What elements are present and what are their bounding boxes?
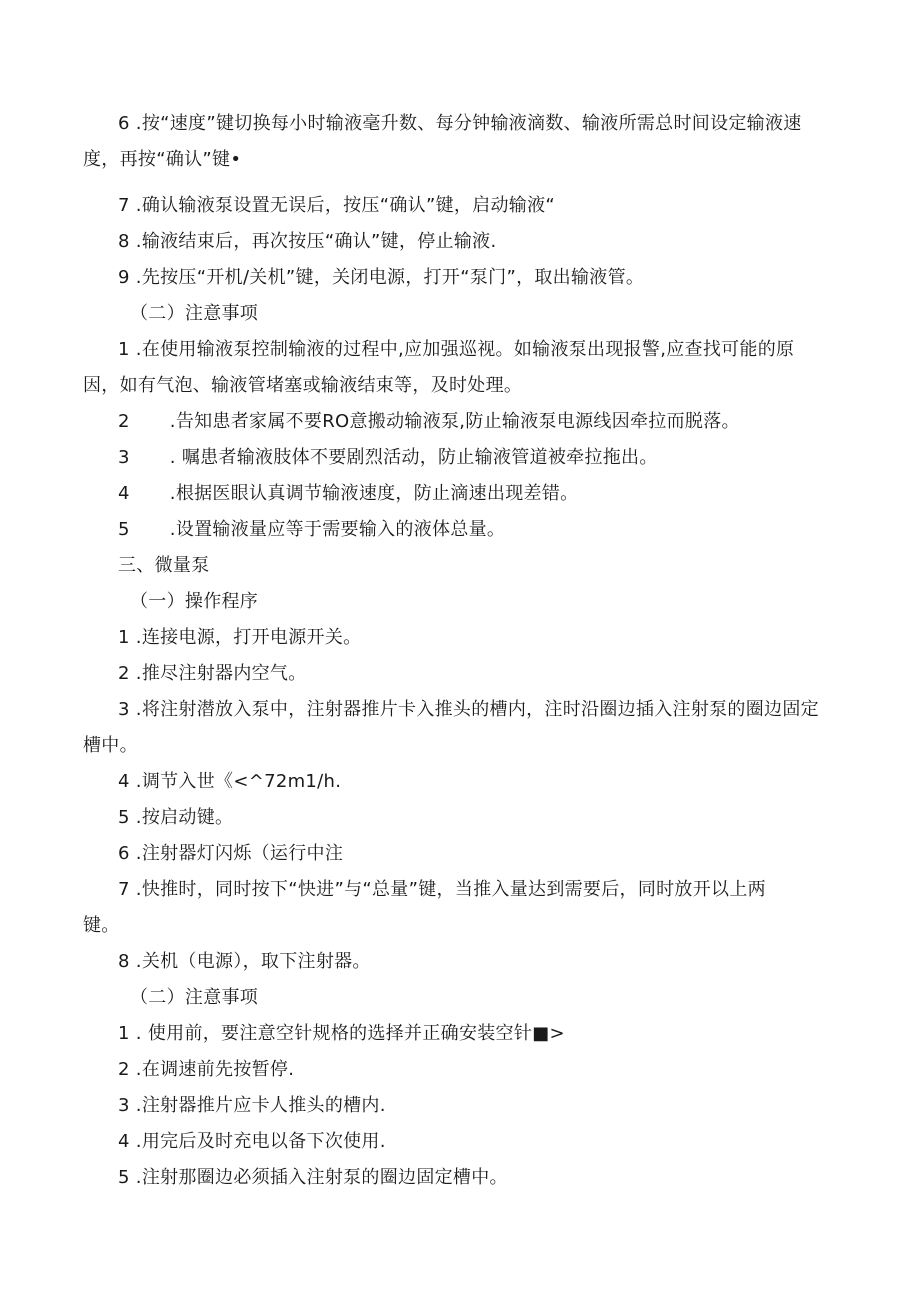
step-text: .推尽注射器内空气。 [135,663,307,684]
step-number: 9 [118,267,130,288]
note-number: 2 [118,1059,130,1080]
note-text: .在调速前先按暂停. [135,1059,295,1080]
micro-step-7 [118,878,766,902]
micro-step-4 [118,770,341,794]
micro-notes-heading: （二）注意事项 [130,987,259,1008]
micro-step-8 [118,950,371,974]
step-number: 3 [118,699,130,720]
pump-note-2 [118,410,740,434]
note-text: . 使用前，要注意空针规格的选择并正确安装空针■> [135,1023,565,1044]
micro-step-1 [118,626,361,650]
note-text: . 嘱患者输液肢体不要剧烈活动，防止输液管道被牵拉拖出。 [169,447,658,468]
step-text: .注射器灯闪烁（运行中注 [135,843,344,864]
pump-step-9 [118,266,644,290]
step-text: .调节入世《<^72m1∕h. [135,771,342,792]
note-text: .在使用输液泵控制输液的过程中,应加强巡视。如输液泵出现报警,应查找可能的原 [135,339,795,360]
pump-note-5 [118,518,505,542]
micro-pump-heading: 三、微量泵 [118,555,210,576]
note-text: .告知患者家属不要RO意搬动输液泵,防止输液泵电源线因牵拉而脱落。 [169,411,740,432]
step-text: .按“速度”键切换每小时输液毫升数、每分钟输液滴数、输液所需总时间设定输液速 [135,113,802,134]
note-number: 3 [118,1095,130,1116]
micro-step-6 [118,842,343,866]
note-text: .设置输液量应等于需要输入的液体总量。 [169,519,506,540]
micro-step-3-continuation: 槽中。 [83,735,138,756]
note-number: 1 [118,1023,130,1044]
step-text: .确认输液泵设置无误后，按压“确认”键，启动输液“ [135,195,555,216]
micro-step-7-continuation: 键。 [83,915,120,936]
pump-note-1 [118,338,794,362]
note-text: .根据医眼认真调节输液速度，防止滴速出现差错。 [169,483,579,504]
step-text: .连接电源，打开电源开关。 [135,627,362,648]
micro-note-2 [118,1058,294,1082]
pump-notes-heading: （二）注意事项 [130,303,259,324]
step-text: .将注射潜放入泵中，注射器推片卡入推头的槽内，注时沿圈边插入注射泵的圈边固定 [135,699,819,720]
step-number: 7 [118,195,130,216]
step-number: 5 [118,807,130,828]
note-text: .注射那圈边必须插入注射泵的圈边固定槽中。 [135,1167,508,1188]
pump-note-3 [118,446,658,470]
micro-note-3 [118,1094,386,1118]
pump-note-1-continuation: 因，如有气泡、输液管堵塞或输液结束等，及时处理。 [83,375,523,396]
micro-note-5 [118,1166,508,1190]
note-number: 1 [118,339,130,360]
note-number: 4 [118,1131,130,1152]
pump-step-8 [118,230,497,254]
note-number: 5 [118,1167,130,1188]
micro-step-5 [118,806,233,830]
step-number: 6 [118,843,130,864]
step-text: .关机（电源），取下注射器。 [135,951,371,972]
micro-note-4 [118,1130,386,1154]
step-text: .先按压“开机/关机”键，关闭电源，打开“泵门”，取出输液管。 [135,267,645,288]
step-text: .输液结束后，再次按压“确认”键，停止输液. [135,231,497,252]
micro-step-3 [118,698,819,722]
step-number: 8 [118,951,130,972]
step-number: 7 [118,879,130,900]
micro-procedure-heading: （一）操作程序 [130,591,259,612]
pump-step-7 [118,194,555,218]
note-number: 3 [118,447,130,468]
pump-note-4 [118,482,578,506]
micro-note-1 [118,1022,565,1046]
step-text: .按启动键。 [135,807,234,828]
note-number: 2 [118,411,130,432]
step-number: 1 [118,627,130,648]
note-text: .注射器推片应卡人推头的槽内. [135,1095,386,1116]
step-number: 8 [118,231,130,252]
pump-step-6-continuation: 度，再按“确认”键• [83,149,242,170]
step-number: 2 [118,663,130,684]
step-number: 6 [118,113,130,134]
micro-step-2 [118,662,307,686]
step-number: 4 [118,771,130,792]
note-text: .用完后及时充电以备下次使用. [135,1131,386,1152]
step-text: .快推时，同时按下“快进”与“总量”键，当推入量达到需要后，同时放开以上两 [135,879,766,900]
note-number: 5 [118,519,130,540]
note-number: 4 [118,483,130,504]
pump-step-6 [118,112,802,136]
